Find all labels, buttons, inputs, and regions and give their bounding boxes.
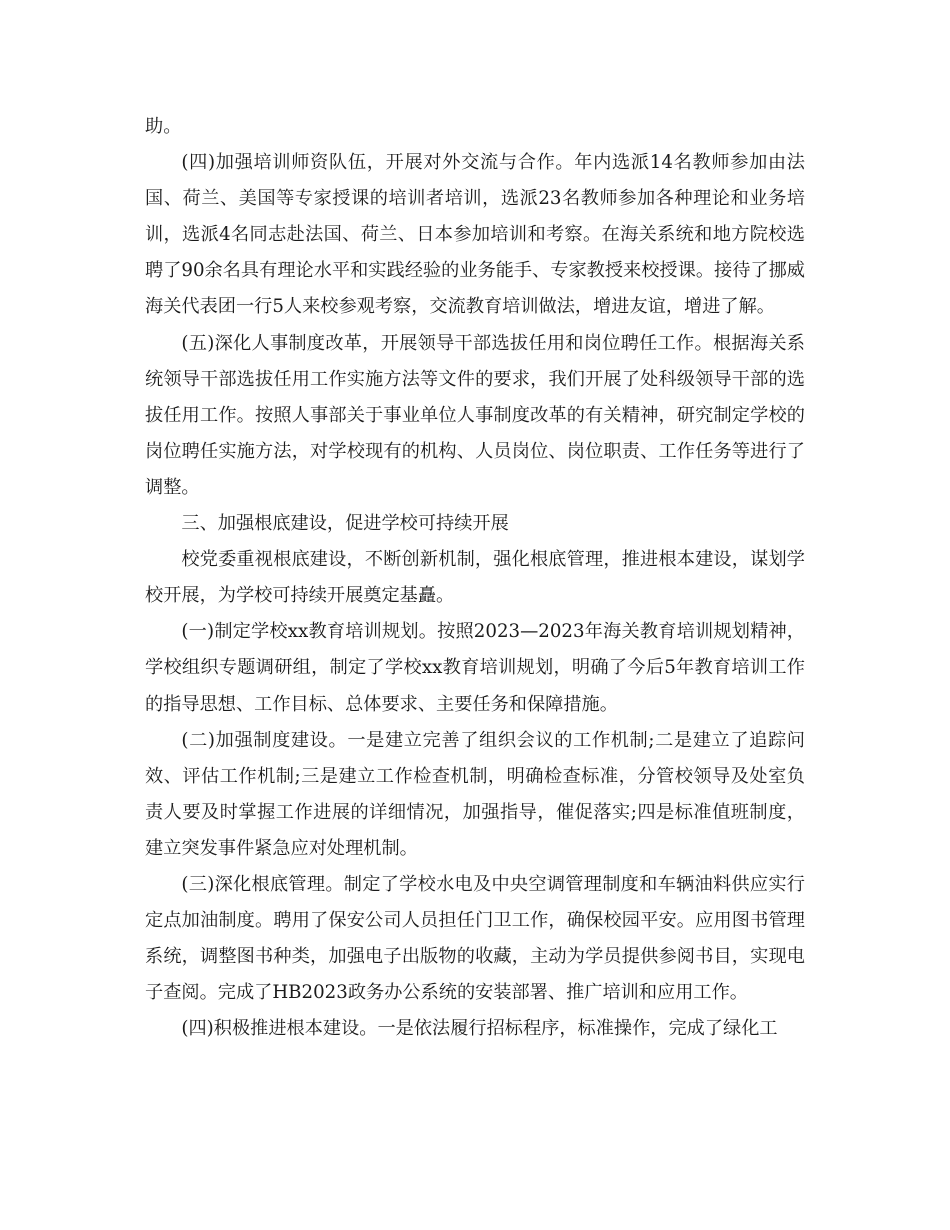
paragraph-continuation: 助。 — [145, 116, 182, 137]
document-body — [145, 109, 805, 1047]
paragraph-foundation-intro: 校党委重视根底建设，不断创新机制，强化根底管理，推进根本建设，谋划学校开展，为学校可持续开展奠定基矗。 — [145, 549, 805, 607]
paragraph-basic-management: (三)深化根底管理。制定了学校水电及中央空调管理制度和车辆油料供应实行定点加油制度。聘用了保安公司人员担任门卫工作，确保校园平安。应用图书管理系统，调整图书种类，加强电子出版物的收藏，主动为学员提供参阅书目，实现电子查阅。完成了HB2023政务办公系统的安装部署、推广培训和应用工作。 — [145, 873, 805, 1004]
paragraph-training-staff: (四)加强培训师资队伍，开展对外交流与合作。年内选派14名教师参加由法国、荷兰、美国等专家授课的培训者培训，选派23名教师参加各种理论和业务培训，选派4名同志赴法国、荷兰、日本参加培训和考察。在海关系统和地方院校选聘了90余名具有理论水平和实践经验的业务能手、专家教授来校授课。接待了挪威海关代表团一行5人来校参观考察，交流教育培训做法，增进友谊，增进了解。 — [145, 152, 805, 318]
paragraph-training-plan: (一)制定学校xx教育培训规划。按照2023—2023年海关教育培训规划精神，学校组织专题调研组，制定了学校xx教育培训规划，明确了今后5年教育培训工作的指导思想、工作目标、总体要求、主要任务和保障措施。 — [145, 621, 805, 715]
paragraph-system-building: (二)加强制度建设。一是建立完善了组织会议的工作机制;二是建立了追踪问效、评估工作机制;三是建立工作检查机制，明确检查标准，分管校领导及处室负责人要及时掌握工作进展的详细情况，加强指导，催促落实;四是标准值班制度，建立突发事件紧急应对处理机制。 — [145, 729, 805, 859]
paragraph-personnel-reform: (五)深化人事制度改革，开展领导干部选拔任用和岗位聘任工作。根据海关系统领导干部选拔任用工作实施方法等文件的要求，我们开展了处科级领导干部的选拔任用工作。按照人事部关于事业单位人事制度改革的有关精神，研究制定学校的岗位聘任实施方法，对学校现有的机构、人员岗位、岗位职责、工作任务等进行了调整。 — [145, 332, 805, 498]
paragraph-infrastructure: (四)积极推进根本建设。一是依法履行招标程序，标准操作，完成了绿化工 — [181, 1018, 778, 1040]
section-heading-foundation: 三、加强根底建设，促进学校可持续开展 — [181, 513, 509, 535]
